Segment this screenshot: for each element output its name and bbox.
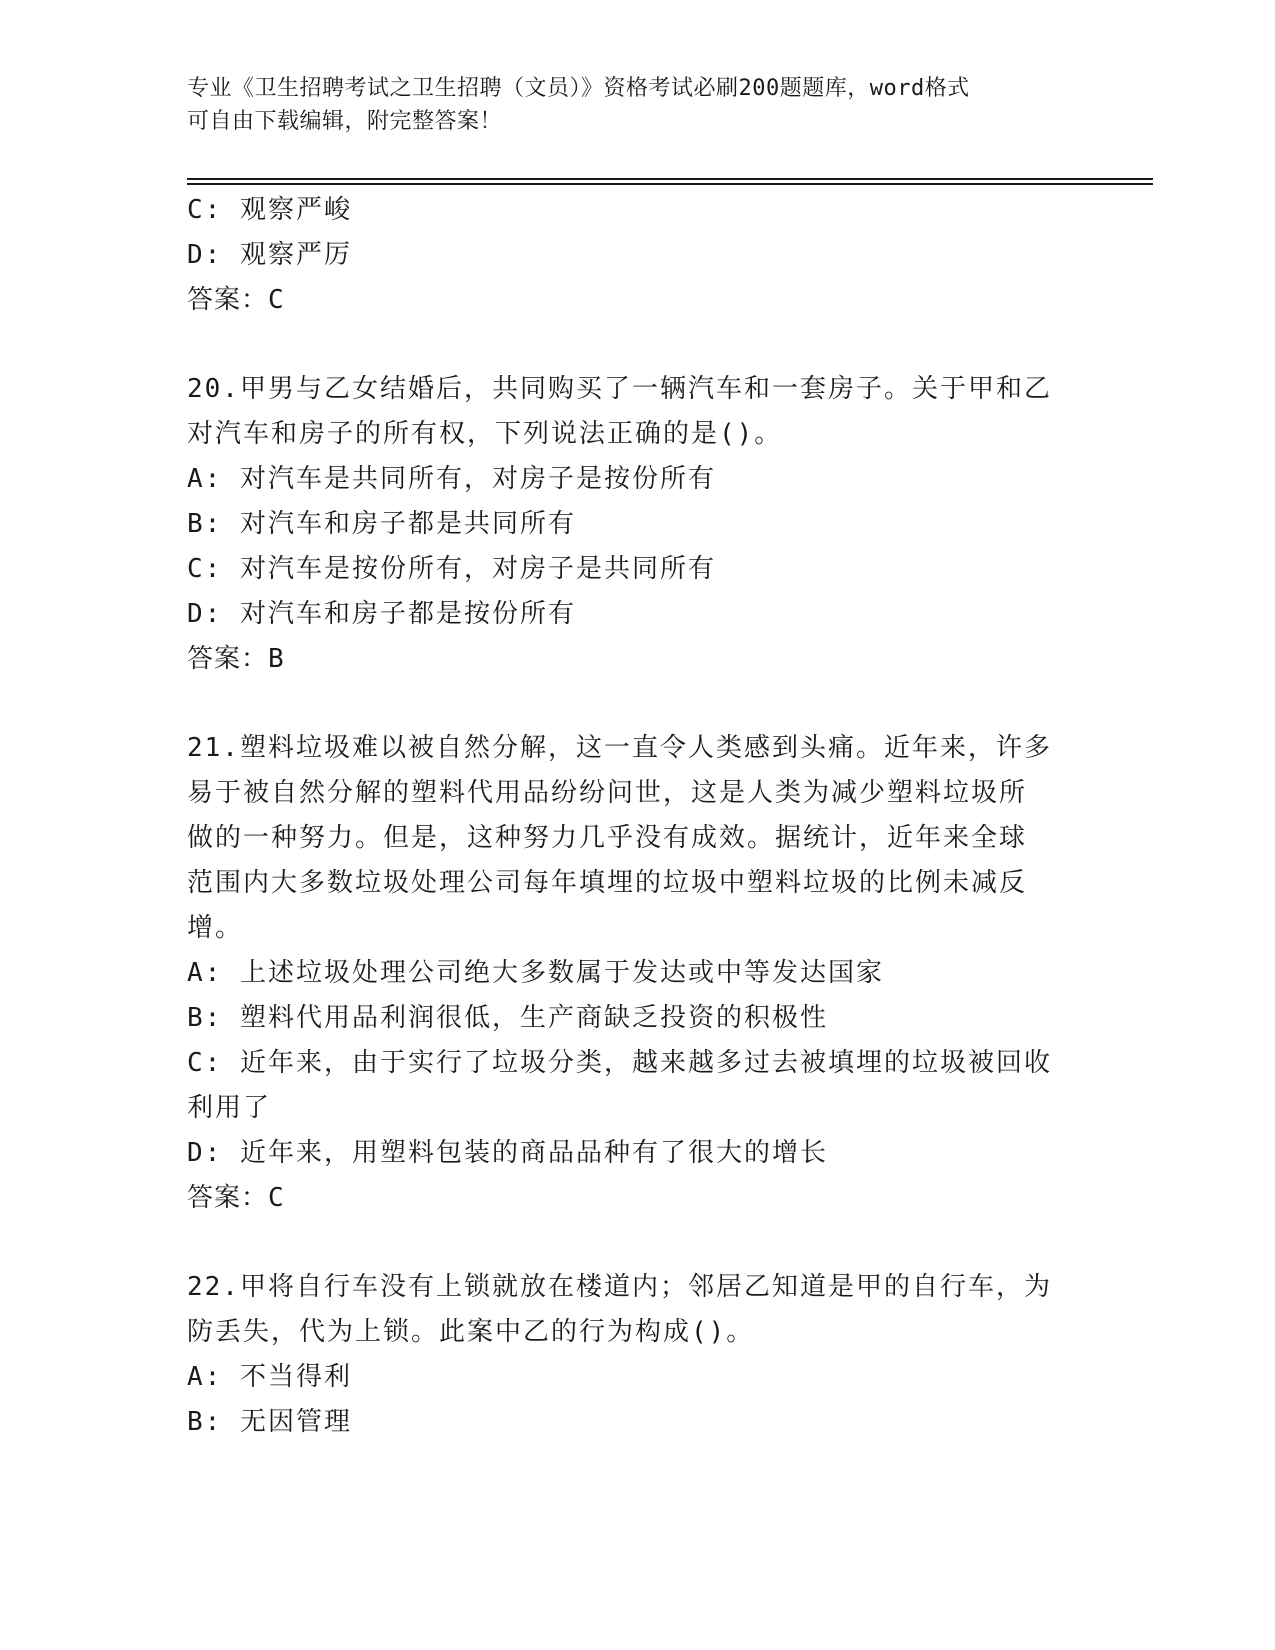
question-22 (187, 1265, 1067, 1445)
option-c: C: 近年来，由于实行了垃圾分类，越来越多过去被填埋的垃圾被回收 (187, 1048, 1052, 1078)
spacer (187, 1221, 1067, 1265)
question-stem: 易于被自然分解的塑料代用品纷纷问世，这是人类为减少塑料垃圾所 (187, 778, 1028, 808)
question-stem: 21.塑料垃圾难以被自然分解，这一直令人类感到头痛。近年来，许多 (187, 733, 1052, 763)
question-stem: 做的一种努力。但是，这种努力几乎没有成效。据统计，近年来全球 (187, 823, 1028, 853)
header-title-line1: 专业《卫生招聘考试之卫生招聘（文员）》资格考试必刷200题题库，word格式 (187, 76, 970, 101)
question-stem: 范围内大多数垃圾处理公司每年填埋的垃圾中塑料垃圾的比例未减反 (187, 868, 1028, 898)
spacer (187, 323, 1067, 367)
option-b: B: 塑料代用品利润很低，生产商缺乏投资的积极性 (187, 1003, 828, 1033)
spacer (187, 682, 1067, 726)
option-d: D: 近年来，用塑料包装的商品品种有了很大的增长 (187, 1138, 828, 1168)
option-c: 利用了 (187, 1093, 272, 1123)
question-stem: 防丢失，代为上锁。此案中乙的行为构成()。 (187, 1317, 755, 1347)
option-a: A: 对汽车是共同所有，对房子是按份所有 (187, 464, 716, 494)
option-b: B: 对汽车和房子都是共同所有 (187, 509, 576, 539)
header-divider-bottom (187, 183, 1153, 185)
question-21 (187, 726, 1067, 1221)
header-title-line2: 可自由下载编辑，附完整答案！ (187, 109, 503, 134)
answer: 答案：C (187, 285, 285, 315)
question-stem: 20.甲男与乙女结婚后，共同购买了一辆汽车和一套房子。关于甲和乙 (187, 374, 1052, 404)
question-list (187, 188, 1067, 1445)
option-d: D: 观察严厉 (187, 240, 352, 270)
option-a: A: 上述垃圾处理公司绝大多数属于发达或中等发达国家 (187, 958, 884, 988)
option-b: B: 无因管理 (187, 1407, 352, 1437)
header-divider-top (187, 178, 1153, 180)
option-c: C: 对汽车是按份所有，对房子是共同所有 (187, 554, 716, 584)
option-c: C: 观察严峻 (187, 195, 352, 225)
question-19-tail (187, 188, 1067, 323)
option-a: A: 不当得利 (187, 1362, 352, 1392)
question-stem: 对汽车和房子的所有权，下列说法正确的是()。 (187, 419, 783, 449)
question-stem: 22.甲将自行车没有上锁就放在楼道内；邻居乙知道是甲的自行车，为 (187, 1272, 1052, 1302)
option-d: D: 对汽车和房子都是按份所有 (187, 599, 576, 629)
page-header (187, 72, 1067, 138)
question-stem: 增。 (187, 913, 244, 943)
answer: 答案：C (187, 1183, 285, 1213)
question-20 (187, 367, 1067, 682)
answer: 答案：B (187, 644, 285, 674)
